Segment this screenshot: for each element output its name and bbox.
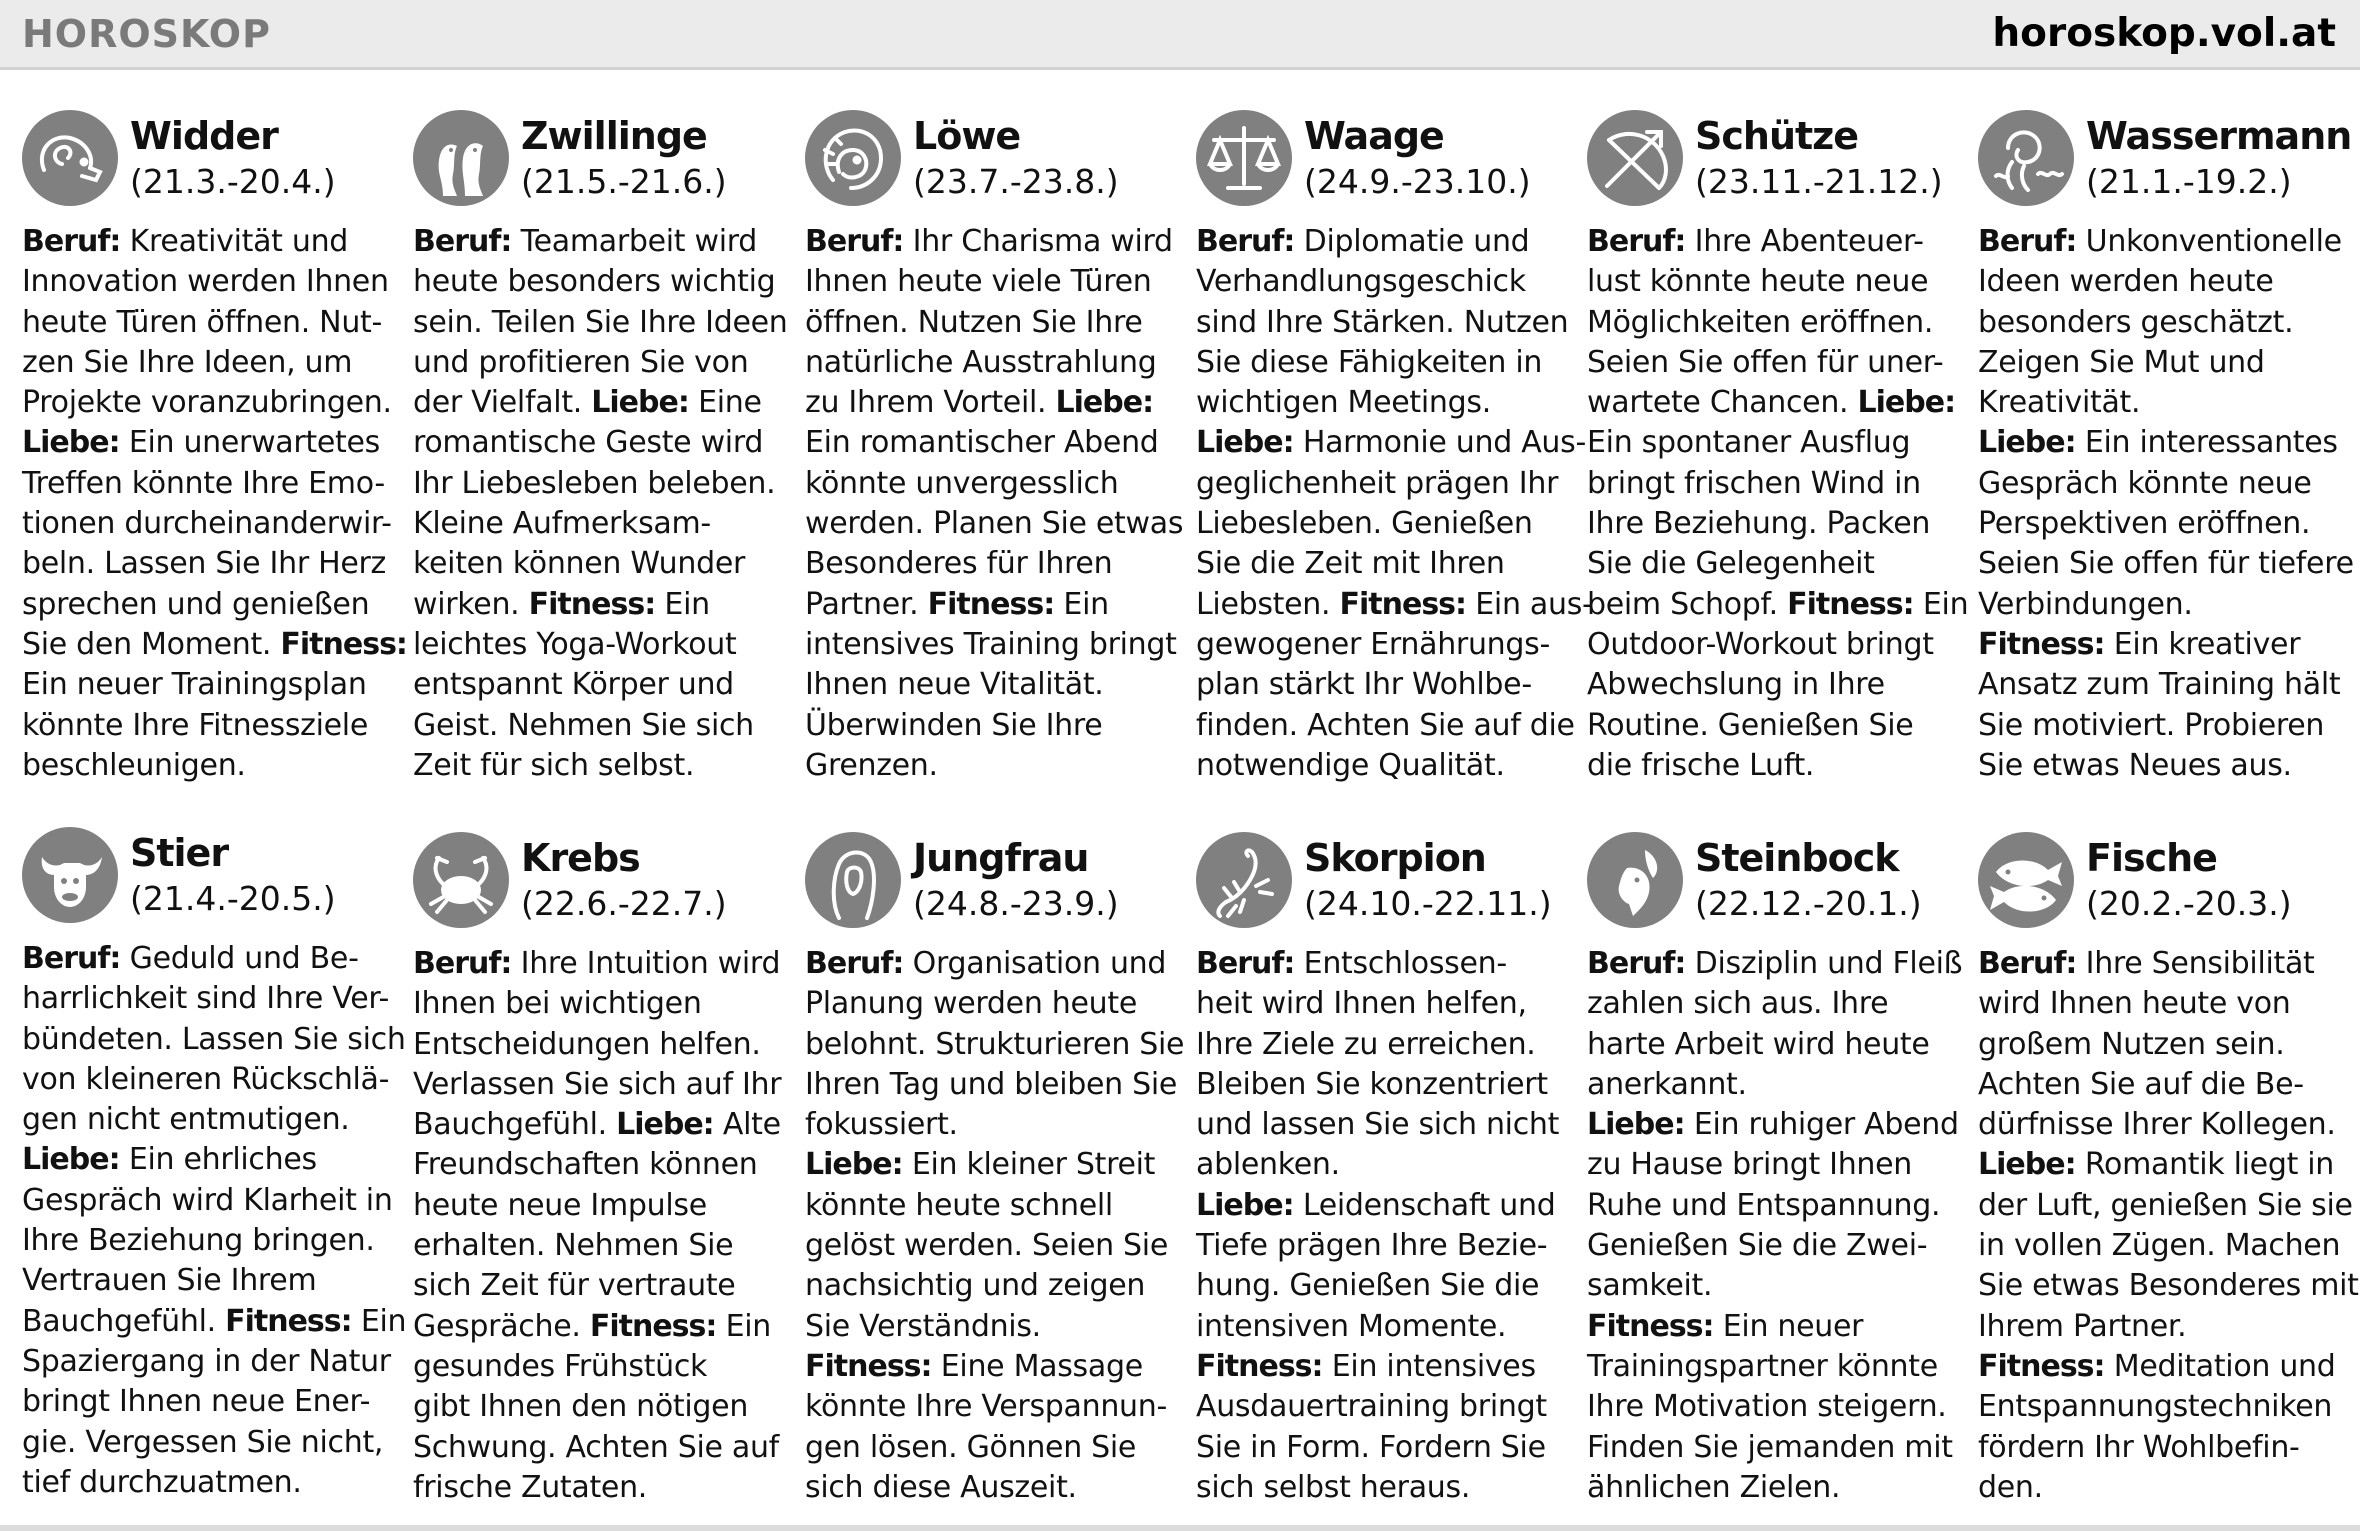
text-line: Projekte voranzubringen.: [22, 385, 392, 421]
site-url: horoskop.vol.at: [1992, 11, 2336, 56]
text-line: harte Arbeit wird heute: [1587, 1026, 1930, 1062]
category-label: Liebe:: [805, 1147, 903, 1183]
category-label: Beruf:: [1196, 946, 1295, 981]
sign-dates: (22.12.-20.1.): [1695, 884, 1922, 923]
water-bearer-icon: [1978, 110, 2074, 206]
text-line: Ruhe und Entspannung.: [1587, 1187, 1941, 1223]
text-line: Zeit für sich selbst.: [413, 747, 695, 783]
text-line: natürliche Ausstrahlung: [805, 344, 1157, 380]
ram-icon: [22, 110, 118, 206]
text-line: finden. Achten Sie auf die: [1196, 707, 1575, 743]
sign-text: [805, 944, 1183, 1508]
text-line: Sie Verständnis.: [805, 1308, 1041, 1344]
sign-dates: (24.10.-22.11.): [1304, 884, 1552, 923]
text-line: könnte heute schnell: [805, 1187, 1113, 1223]
text-line: Ein neuer Trainingsplan: [22, 667, 367, 703]
text-line: Überwinden Sie Ihre: [805, 707, 1103, 743]
text-line: Beruf: Kreativität und: [22, 224, 349, 259]
text-line: Gespräche. Fitness: Ein: [413, 1308, 772, 1344]
category-label: Beruf:: [1196, 224, 1295, 259]
category-label: Liebe:: [1978, 1147, 2076, 1183]
scales-icon: [1196, 110, 1292, 206]
category-label: Beruf:: [22, 941, 121, 976]
text-line: plan stärkt Ihr Wohlbe-: [1196, 667, 1532, 703]
text-line: fördern Ihr Wohlbefin-: [1978, 1429, 2300, 1465]
sign-dates: (20.2.-20.3.): [2086, 884, 2292, 923]
text-line: Perspektiven eröffnen.: [1978, 506, 2311, 542]
text-line: von kleineren Rückschlä-: [22, 1061, 390, 1097]
text-line: Fitness: Ein neuer: [1587, 1308, 1864, 1344]
text-line: lust könnte heute neue: [1587, 264, 1929, 300]
text-line: Beruf: Organisation und: [805, 946, 1167, 981]
text-line: Beruf: Teamarbeit wird: [413, 224, 758, 259]
sign-text: [413, 944, 791, 1508]
text-line: Entspannungstechniken: [1978, 1389, 2333, 1425]
text-line: besonders geschätzt.: [1978, 304, 2294, 340]
text-line: Kleine Aufmerksam-: [413, 506, 711, 542]
text-line: frische Zutaten.: [413, 1469, 648, 1505]
text-line: Fitness: Meditation und: [1978, 1348, 2336, 1384]
text-line: Liebe: Leidenschaft und: [1196, 1187, 1556, 1223]
sign-text: [1978, 944, 2359, 1508]
text-line: Finden Sie jemanden mit: [1587, 1429, 1953, 1465]
text-line: Beruf: Disziplin und Fleiß: [1587, 946, 1963, 981]
text-line: Kreativität.: [1978, 385, 2141, 421]
category-label: Beruf:: [1587, 224, 1686, 259]
text-line: Ihre Ziele zu erreichen.: [1196, 1026, 1536, 1062]
text-line: wird Ihnen heute von: [1978, 986, 2291, 1022]
text-line: wichtigen Meetings.: [1196, 385, 1491, 421]
category-label: Fitness:: [1978, 626, 2105, 662]
text-line: Planung werden heute: [805, 986, 1137, 1022]
text-line: leichtes Yoga-Workout: [413, 626, 737, 662]
category-label: Fitness:: [225, 1303, 352, 1339]
text-line: Fitness: Ein kreativer: [1978, 626, 2301, 662]
text-line: öffnen. Nutzen Sie Ihre: [805, 304, 1143, 340]
text-line: erhalten. Nehmen Sie: [413, 1228, 734, 1264]
text-line: Innovation werden Ihnen: [22, 264, 389, 300]
text-line: Ihnen neue Vitalität.: [805, 667, 1104, 703]
text-line: Liebe: Ein kleiner Streit: [805, 1147, 1156, 1183]
section-title: HOROSKOP: [22, 12, 271, 56]
text-line: Spaziergang in der Natur: [22, 1343, 391, 1379]
sign-text: [22, 222, 407, 786]
text-line: Sie diese Fähigkeiten in: [1196, 344, 1543, 380]
text-line: Ein romantischer Abend: [805, 425, 1159, 461]
text-line: der Luft, genießen Sie sie: [1978, 1187, 2353, 1223]
text-line: Bauchgefühl. Liebe: Alte: [413, 1107, 781, 1143]
text-line: Routine. Genießen Sie: [1587, 707, 1914, 743]
category-label: Liebe:: [1055, 385, 1154, 421]
text-line: sich Zeit für vertraute: [413, 1268, 736, 1304]
sign-name: Steinbock: [1695, 836, 1899, 880]
text-line: nachsichtig und zeigen: [805, 1268, 1146, 1304]
category-label: Fitness:: [927, 586, 1055, 622]
text-line: sprechen und genießen: [22, 586, 370, 622]
text-line: Partner. Fitness: Ein: [805, 586, 1109, 622]
text-line: sein. Teilen Sie Ihre Ideen: [413, 304, 788, 340]
text-line: Sie die Gelegenheit: [1587, 546, 1875, 582]
text-line: Geist. Nehmen Sie sich: [413, 707, 754, 743]
sign-name: Skorpion: [1304, 836, 1486, 880]
text-line: der Vielfalt. Liebe: Eine: [413, 385, 762, 421]
text-line: Ihre Beziehung. Packen: [1587, 506, 1931, 542]
text-line: belohnt. Strukturieren Sie: [805, 1026, 1185, 1062]
category-label: Liebe:: [1196, 425, 1294, 461]
text-line: Zeigen Sie Mut und: [1978, 344, 2265, 380]
category-label: Liebe:: [22, 425, 120, 461]
text-line: Seien Sie offen für tiefere: [1978, 546, 2354, 582]
category-label: Fitness:: [1587, 1308, 1714, 1344]
text-line: bringt frischen Wind in: [1587, 465, 1921, 501]
sign-name: Krebs: [521, 836, 640, 880]
category-label: Fitness:: [1196, 1348, 1323, 1384]
text-line: intensives Training bringt: [805, 626, 1177, 662]
text-line: Bleiben Sie konzentriert: [1196, 1066, 1548, 1102]
text-line: harrlichkeit sind Ihre Ver-: [22, 981, 389, 1017]
archer-bow-icon: [1587, 110, 1683, 206]
category-label: Beruf:: [413, 946, 512, 981]
category-label: Beruf:: [413, 224, 512, 259]
text-line: Liebe: Harmonie und Aus-: [1196, 425, 1586, 461]
text-line: Liebe: Ein ehrliches: [22, 1142, 317, 1178]
text-line: zu Ihrem Vorteil. Liebe:: [805, 385, 1154, 421]
text-line: Sie etwas Neues aus.: [1978, 747, 2292, 783]
sign-text: [1587, 222, 1969, 786]
text-line: Ihnen bei wichtigen: [413, 986, 702, 1022]
text-line: heute Türen öffnen. Nut-: [22, 304, 383, 340]
text-line: Gespräch wird Klarheit in: [22, 1182, 393, 1218]
text-line: großem Nutzen sein.: [1978, 1026, 2285, 1062]
sign-text: [413, 222, 791, 786]
text-line: Gespräch könnte neue: [1978, 465, 2312, 501]
text-line: Sie motiviert. Probieren: [1978, 707, 2325, 743]
text-line: beim Schopf. Fitness: Ein: [1587, 586, 1969, 622]
category-label: Fitness:: [589, 1308, 717, 1344]
text-line: Freundschaften können: [413, 1147, 758, 1183]
text-line: Beruf: Geduld und Be-: [22, 941, 359, 976]
category-label: Liebe:: [1978, 425, 2076, 461]
text-line: Ideen werden heute: [1978, 264, 2274, 300]
category-label: Liebe:: [591, 385, 689, 421]
sign-text: [1196, 944, 1574, 1508]
text-line: Beruf: Unkonventionelle: [1978, 224, 2342, 259]
category-label: Beruf:: [1978, 946, 2077, 981]
text-line: Sie etwas Besonderes mit: [1978, 1268, 2359, 1304]
text-line: gesundes Frühstück: [413, 1348, 708, 1384]
sign-text: [22, 939, 407, 1503]
text-line: und lassen Sie sich nicht: [1196, 1107, 1560, 1143]
sign-dates: (21.1.-19.2.): [2086, 162, 2292, 201]
sign-name: Fische: [2086, 836, 2217, 880]
sign-dates: (21.4.-20.5.): [130, 879, 336, 918]
text-line: Sie die Zeit mit Ihren: [1196, 546, 1505, 582]
category-label: Liebe:: [616, 1107, 714, 1143]
text-line: bündeten. Lassen Sie sich: [22, 1021, 406, 1057]
text-line: den.: [1978, 1469, 2043, 1505]
text-line: Liebe: Ein unerwartetes: [22, 425, 380, 461]
category-label: Liebe:: [1857, 385, 1956, 421]
sign-text: [1196, 222, 1593, 786]
text-line: Abwechslung in Ihre: [1587, 667, 1885, 703]
text-line: beln. Lassen Sie Ihr Herz: [22, 546, 386, 582]
text-line: Sie den Moment. Fitness:: [22, 626, 407, 662]
category-label: Liebe:: [22, 1142, 120, 1178]
text-line: romantische Geste wird: [413, 425, 764, 461]
text-line: in vollen Zügen. Machen: [1978, 1228, 2341, 1264]
text-line: Ihr Liebesleben beleben.: [413, 465, 776, 501]
text-line: heute neue Impulse: [413, 1187, 707, 1223]
text-line: Ausdauertraining bringt: [1196, 1389, 1547, 1425]
text-line: und profitieren Sie von: [413, 344, 749, 380]
text-line: dürfnisse Ihrer Kollegen.: [1978, 1107, 2336, 1143]
text-line: gewogener Ernährungs-: [1196, 626, 1550, 662]
text-line: Verbindungen.: [1978, 586, 2193, 622]
page-header: [0, 0, 2360, 70]
text-line: bringt Ihnen neue Ener-: [22, 1384, 371, 1420]
sign-dates: (21.5.-21.6.): [521, 162, 727, 201]
text-line: ablenken.: [1196, 1147, 1340, 1183]
text-line: die frische Luft.: [1587, 747, 1815, 783]
text-line: könnte unvergesslich: [805, 465, 1119, 501]
sign-name: Jungfrau: [913, 836, 1089, 880]
text-line: wartete Chancen. Liebe:: [1587, 385, 1956, 421]
text-line: Ihre Beziehung bringen.: [22, 1223, 375, 1259]
category-label: Fitness:: [1339, 586, 1467, 622]
text-line: sich diese Auszeit.: [805, 1469, 1077, 1505]
text-line: Grenzen.: [805, 747, 938, 783]
text-line: Beruf: Ihre Sensibilität: [1978, 946, 2315, 981]
text-line: intensiven Momente.: [1196, 1308, 1507, 1344]
text-line: Möglichkeiten eröffnen.: [1587, 304, 1934, 340]
category-label: Liebe:: [1196, 1187, 1294, 1223]
category-label: Fitness:: [1978, 1348, 2105, 1384]
sign-dates: (24.8.-23.9.): [913, 884, 1119, 923]
sign-name: Zwillinge: [521, 114, 707, 158]
sign-dates: (23.11.-21.12.): [1695, 162, 1943, 201]
text-line: notwendige Qualität.: [1196, 747, 1505, 783]
text-line: beschleunigen.: [22, 747, 246, 783]
text-line: entspannt Körper und: [413, 667, 734, 703]
text-line: Liebsten. Fitness: Ein aus-: [1196, 586, 1593, 622]
text-line: Vertrauen Sie Ihrem: [22, 1263, 317, 1299]
category-label: Fitness:: [528, 586, 656, 622]
text-line: Beruf: Diplomatie und: [1196, 224, 1530, 259]
text-line: zahlen sich aus. Ihre: [1587, 986, 1889, 1022]
sign-text: [805, 222, 1183, 786]
text-line: sind Ihre Stärken. Nutzen: [1196, 304, 1569, 340]
category-label: Beruf:: [805, 224, 904, 259]
sign-dates: (22.6.-22.7.): [521, 884, 727, 923]
text-line: Verhandlungsgeschick: [1196, 264, 1526, 300]
text-line: Beruf: Ihre Intuition wird: [413, 946, 781, 981]
text-line: gen nicht entmutigen.: [22, 1102, 350, 1138]
text-line: Schwung. Achten Sie auf: [413, 1429, 779, 1465]
text-line: Liebe: Ein interessantes: [1978, 425, 2338, 461]
text-line: keiten können Wunder: [413, 546, 746, 582]
category-label: Fitness:: [1787, 586, 1914, 622]
text-line: fokussiert.: [805, 1107, 958, 1143]
text-line: tionen durcheinanderwir-: [22, 506, 392, 542]
text-line: Besonderes für Ihren: [805, 546, 1113, 582]
text-line: tief durchzuatmen.: [22, 1464, 302, 1500]
text-line: Beruf: Ihre Abenteuer-: [1587, 224, 1924, 259]
text-line: werden. Planen Sie etwas: [805, 506, 1184, 542]
text-line: zu Hause bringt Ihnen: [1587, 1147, 1912, 1183]
text-line: Bauchgefühl. Fitness: Ein: [22, 1303, 407, 1339]
text-line: wirken. Fitness: Ein: [413, 586, 710, 622]
text-line: Liebesleben. Genießen: [1196, 506, 1533, 542]
text-line: Ein spontaner Ausflug: [1587, 425, 1911, 461]
text-line: Beruf: Entschlossen-: [1196, 946, 1507, 981]
text-line: Seien Sie offen für uner-: [1587, 344, 1944, 380]
text-line: heute besonders wichtig: [413, 264, 776, 300]
twins-icon: [413, 110, 509, 206]
text-line: sich selbst heraus.: [1196, 1469, 1471, 1505]
category-label: Liebe:: [1587, 1107, 1685, 1143]
scorpion-icon: [1196, 832, 1292, 928]
text-line: Ihnen heute viele Türen: [805, 264, 1152, 300]
category-label: Beruf:: [805, 946, 904, 981]
crab-icon: [413, 832, 509, 928]
lion-icon: [805, 110, 901, 206]
text-line: Fitness: Eine Massage: [805, 1348, 1143, 1384]
text-line: Verlassen Sie sich auf Ihr: [413, 1066, 782, 1102]
text-line: könnte Ihre Fitnessziele: [22, 707, 369, 743]
text-line: Genießen Sie die Zwei-: [1587, 1228, 1928, 1264]
category-label: Beruf:: [22, 224, 121, 259]
sign-text: [1978, 222, 2356, 786]
text-line: heit wird Ihnen helfen,: [1196, 986, 1527, 1022]
sign-name: Waage: [1304, 114, 1444, 158]
bull-icon: [22, 827, 118, 923]
text-line: Ihre Motivation steigern.: [1587, 1389, 1947, 1425]
text-line: Fitness: Ein intensives: [1196, 1348, 1536, 1384]
category-label: Fitness:: [805, 1348, 932, 1384]
category-label: Beruf:: [1587, 946, 1686, 981]
sign-dates: (21.3.-20.4.): [130, 162, 336, 201]
sign-name: Stier: [130, 831, 229, 875]
category-label: Fitness:: [280, 626, 407, 662]
sign-name: Löwe: [913, 114, 1021, 158]
text-line: Beruf: Ihr Charisma wird: [805, 224, 1173, 259]
category-label: Beruf:: [1978, 224, 2077, 259]
virgin-icon: [805, 832, 901, 928]
text-line: zen Sie Ihre Ideen, um: [22, 344, 353, 380]
text-line: Sie in Form. Fordern Sie: [1196, 1429, 1546, 1465]
text-line: samkeit.: [1587, 1268, 1713, 1304]
bottom-rule: [0, 1525, 2360, 1531]
text-line: Liebe: Ein ruhiger Abend: [1587, 1107, 1959, 1143]
text-line: Treffen könnte Ihre Emo-: [22, 465, 385, 501]
text-line: hung. Genießen Sie die: [1196, 1268, 1540, 1304]
text-line: Achten Sie auf die Be-: [1978, 1066, 2304, 1102]
text-line: Ansatz zum Training hält: [1978, 667, 2341, 703]
text-line: ähnlichen Zielen.: [1587, 1469, 1841, 1505]
text-line: gibt Ihnen den nötigen: [413, 1389, 749, 1425]
text-line: Ihren Tag und bleiben Sie: [805, 1066, 1178, 1102]
sign-name: Widder: [130, 114, 278, 158]
text-line: gelöst werden. Seien Sie: [805, 1228, 1168, 1264]
text-line: Trainingspartner könnte: [1587, 1348, 1938, 1384]
sign-name: Schütze: [1695, 114, 1859, 158]
sign-dates: (23.7.-23.8.): [913, 162, 1119, 201]
text-line: anerkannt.: [1587, 1066, 1747, 1102]
sign-dates: (24.9.-23.10.): [1304, 162, 1531, 201]
text-line: geglichenheit prägen Ihr: [1196, 465, 1559, 501]
text-line: Entscheidungen helfen.: [413, 1026, 761, 1062]
goat-icon: [1587, 832, 1683, 928]
text-line: Ihrem Partner.: [1978, 1308, 2187, 1344]
fish-icon: [1978, 832, 2074, 928]
text-line: Outdoor-Workout bringt: [1587, 626, 1934, 662]
sign-name: Wassermann: [2086, 114, 2352, 158]
text-line: könnte Ihre Verspannun-: [805, 1389, 1167, 1425]
text-line: gie. Vergessen Sie nicht,: [22, 1424, 384, 1460]
text-line: Liebe: Romantik liegt in: [1978, 1147, 2335, 1183]
sign-text: [1587, 944, 1965, 1508]
text-line: gen lösen. Gönnen Sie: [805, 1429, 1137, 1465]
text-line: Tiefe prägen Ihre Bezie-: [1196, 1228, 1548, 1264]
